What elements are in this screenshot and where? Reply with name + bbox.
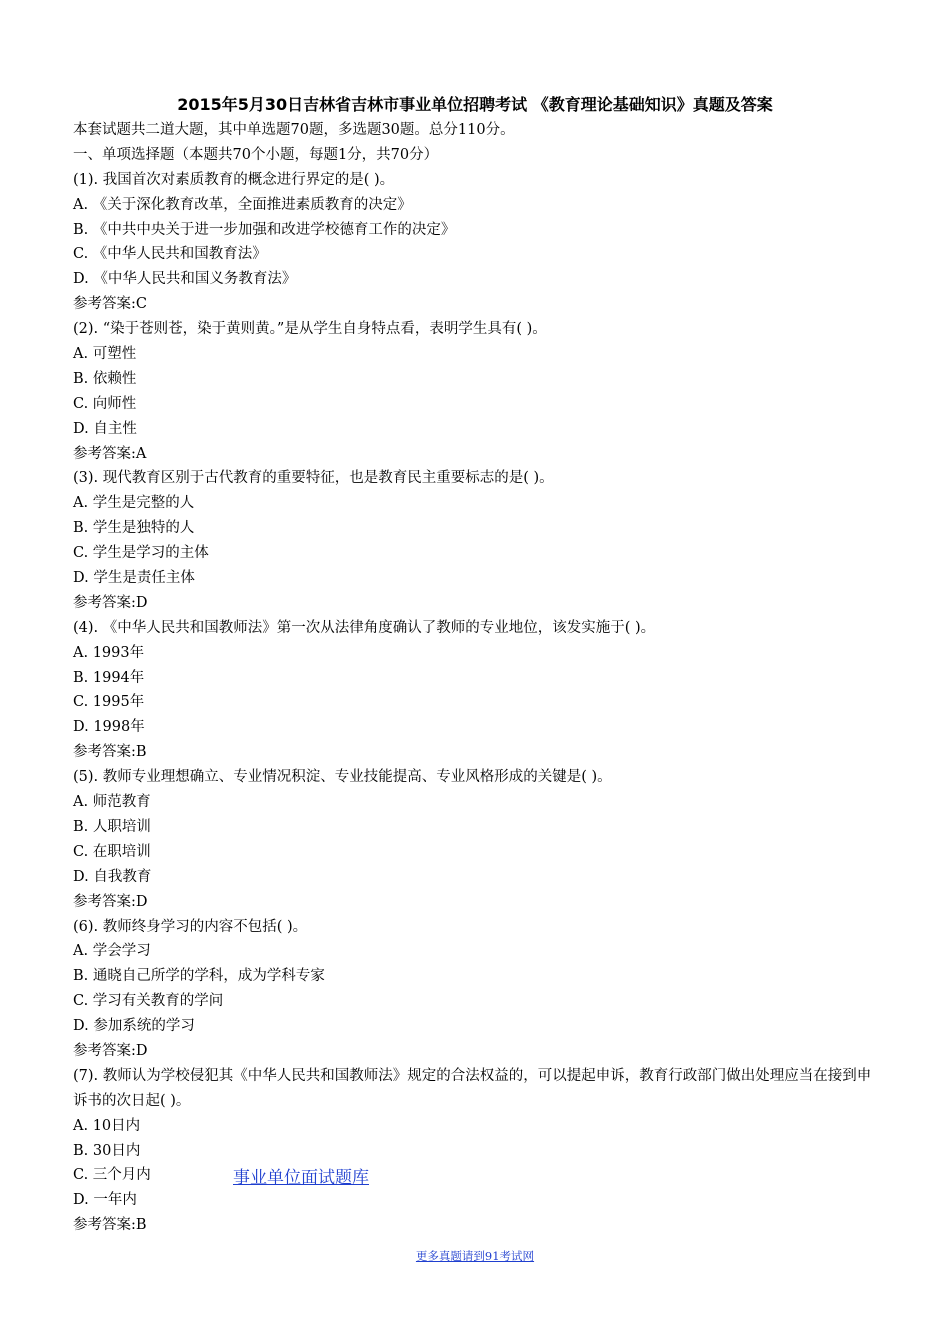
document-body <box>73 118 883 1238</box>
option-a: A. 可塑性 <box>73 346 137 363</box>
option-b: B. 人职培训 <box>73 818 151 835</box>
option-c: C. 学习有关教育的学问 <box>73 993 224 1010</box>
question-6 <box>73 915 883 1064</box>
answer: 参考答案:B <box>73 744 147 761</box>
answer: 参考答案:D <box>73 1042 148 1059</box>
section-title: 一、单项选择题（本题共70个小题，每题1分，共70分） <box>73 146 439 163</box>
option-a: A. 师范教育 <box>73 794 151 811</box>
option-d: D. 一年内 <box>73 1192 137 1209</box>
option-d: D. 自我教育 <box>73 868 152 885</box>
option-d: D. 参加系统的学习 <box>73 1018 195 1035</box>
option-d: D. 学生是责任主体 <box>73 570 195 587</box>
footer-more-questions-link[interactable]: 更多真题请到91考试网 <box>415 1249 535 1263</box>
option-b: B. 学生是独特的人 <box>73 520 195 537</box>
answer: 参考答案:C <box>73 296 147 313</box>
question-stem: (7). 教师认为学校侵犯其《中华人民共和国教师法》规定的合法权益的，可以提起申诉，教育行政部门做出处理应当在接到申诉书的次日起( )。 <box>73 1067 872 1109</box>
question-1 <box>73 168 883 317</box>
question-3 <box>73 466 883 615</box>
option-b: B. 通晓自己所学的学科，成为学科专家 <box>73 968 325 985</box>
question-stem: (3). 现代教育区别于古代教育的重要特征，也是教育民主重要标志的是( )。 <box>73 470 554 487</box>
option-a: A. 1993年 <box>73 644 145 661</box>
intro-text: 本套试题共二道大题，其中单选题70题，多选题30题。总分110分。 <box>73 122 515 138</box>
question-2 <box>73 317 883 466</box>
question-7 <box>73 1064 883 1238</box>
answer: 参考答案:B <box>73 1217 147 1234</box>
option-a: A. 10日内 <box>73 1117 141 1134</box>
question-stem: (4). 《中华人民共和国教师法》第一次从法律角度确认了教师的专业地位，该发实施于( )。 <box>73 619 656 636</box>
answer: 参考答案:D <box>73 893 148 910</box>
question-5 <box>73 765 883 914</box>
document-title: 2015年5月30日吉林省吉林市事业单位招聘考试 《教育理论基础知识》真题及答案 <box>177 95 773 114</box>
answer: 参考答案:D <box>73 594 148 611</box>
question-stem: (5). 教师专业理想确立、专业情况积淀、专业技能提高、专业风格形成的关键是( )。 <box>73 769 612 786</box>
option-a: A. 《关于深化教育改革，全面推进素质教育的决定》 <box>73 196 412 213</box>
option-c: C. 向师性 <box>73 395 137 412</box>
option-d: D. 《中华人民共和国义务教育法》 <box>73 271 297 288</box>
option-a: A. 学生是完整的人 <box>73 495 195 512</box>
answer: 参考答案:A <box>73 445 147 462</box>
question-4 <box>73 616 883 765</box>
option-b: B. 依赖性 <box>73 370 137 387</box>
question-stem: (1). 我国首次对素质教育的概念进行界定的是( )。 <box>73 171 395 188</box>
option-c: C. 《中华人民共和国教育法》 <box>73 246 267 263</box>
option-c: C. 在职培训 <box>73 843 151 860</box>
option-c: C. 学生是学习的主体 <box>73 545 209 562</box>
option-b: B. 《中共中央关于进一步加强和改进学校德育工作的决定》 <box>73 221 456 238</box>
option-c: C. 三个月内 <box>73 1167 151 1184</box>
option-a: A. 学会学习 <box>73 943 151 960</box>
question-stem: (6). 教师终身学习的内容不包括( )。 <box>73 918 308 935</box>
option-c: C. 1995年 <box>73 694 145 711</box>
option-d: D. 自主性 <box>73 420 137 437</box>
option-d: D. 1998年 <box>73 719 145 736</box>
interview-question-bank-link[interactable]: 事业单位面试题库 <box>233 1168 369 1188</box>
option-b: B. 1994年 <box>73 669 145 686</box>
option-b: B. 30日内 <box>73 1142 141 1159</box>
question-stem: (2). “染于苍则苍，染于黄则黄。”是从学生自身特点看，表明学生具有( )。 <box>73 321 547 338</box>
